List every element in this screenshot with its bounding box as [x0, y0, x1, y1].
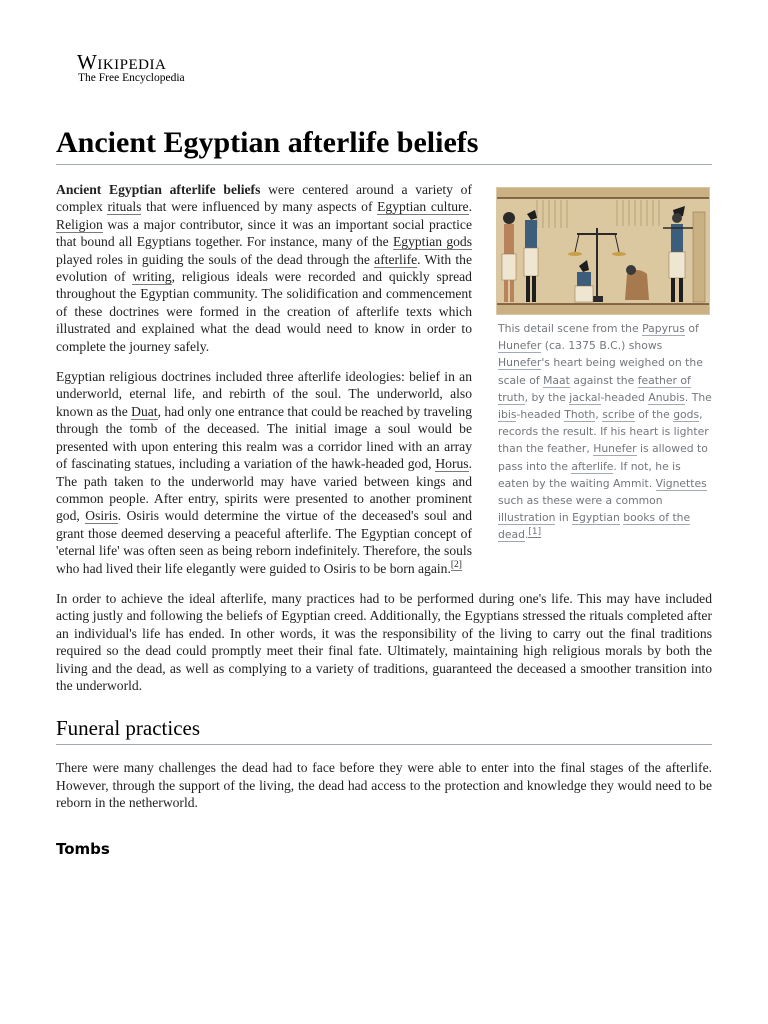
- link-rituals[interactable]: rituals: [107, 199, 142, 215]
- page-title: Ancient Egyptian afterlife beliefs: [56, 126, 479, 159]
- link-scribe[interactable]: scribe: [602, 408, 635, 422]
- link-illustration[interactable]: illustration: [498, 511, 556, 525]
- papyrus-image[interactable]: [496, 187, 710, 315]
- link-ibis[interactable]: ibis: [498, 408, 517, 422]
- link-thoth[interactable]: Thoth: [564, 408, 596, 422]
- link-egyptian[interactable]: Egyptian: [572, 511, 620, 525]
- link-horus[interactable]: Horus: [435, 456, 469, 472]
- link-religion[interactable]: Religion: [56, 216, 103, 232]
- citation-1[interactable]: [1]: [528, 526, 542, 537]
- link-vignettes[interactable]: Vignettes: [655, 476, 707, 490]
- link-feather-of-truth[interactable]: feather of truth: [498, 373, 691, 404]
- article-subject: Ancient Egyptian afterlife beliefs: [56, 182, 261, 197]
- intro-paragraph: Ancient Egyptian afterlife beliefs were centered around a variety of complex rituals that were influenced by many aspects of Egyptian culture. Religion was a major contributor, since it was an important social practice that bound all Egyptians together. For instance, many of the Egyptian gods played roles in guiding the souls of the dead through the afterlife. With the evolution of writing, religious ideals were recorded and quickly spread throughout the Egyptian community. The solidification and commencement of these doctrines were formed in the creation of afterlife texts which illustrated and explained what the dead would need to know in order to complete the journey safely.: [56, 182, 472, 354]
- link-afterlife-caption[interactable]: afterlife: [571, 459, 614, 473]
- funeral-paragraph: There were many challenges the dead had to face before they were able to enter into the final stages of the afterlife. However, through the support of the living, the dead had access to the protection and knowledge they would need to be reborn in the netherworld.: [56, 760, 712, 811]
- image-caption: This detail scene from the Papyrus of Hunefer (ca. 1375 B.C.) shows Hunefer's heart being weighed on the scale of Maat against the feather of truth, by the jackal-headed Anubis. The ibis-headed Thoth, scribe of the gods, records the result. If his heart is lighter than the feather, Hunefer is allowed to pass into the afterlife. If not, he is eaten by the waiting Ammit. Vignettes such as these were a common illustration in Egyptian books of the dead.[1]: [498, 322, 712, 542]
- papyrus-illustration: [497, 188, 709, 314]
- link-hunefer[interactable]: Hunefer: [498, 339, 542, 353]
- link-afterlife[interactable]: afterlife: [374, 251, 418, 267]
- link-gods[interactable]: gods: [673, 408, 700, 422]
- section-divider: [56, 744, 712, 745]
- practices-paragraph: In order to achieve the ideal afterlife, many practices had to be performed during one's life. This may have included acting justly and following the beliefs of Egyptian creed. Additionally, the Egyptians stressed the rituals completed after an individual's life has ended. In other words, it was the responsibility of the living to carry out the final traditions required so the dead could promptly meet their final fate. Ultimately, maintaining high religious morals by both the living and the dead, as well as complying to a variety of traditions, guaranteed the deceased a smoother transition into the underworld.: [56, 590, 712, 693]
- link-osiris[interactable]: Osiris: [85, 508, 118, 524]
- link-anubis[interactable]: Anubis: [648, 390, 685, 404]
- link-jackal[interactable]: jackal: [569, 390, 601, 404]
- title-divider: [56, 164, 712, 165]
- section-heading-funeral-practices: Funeral practices: [56, 716, 201, 741]
- wikipedia-logo[interactable]: Wikipedia: [77, 50, 167, 74]
- link-duat[interactable]: Duat: [131, 403, 158, 419]
- link-writing[interactable]: writing: [132, 269, 172, 285]
- link-papyrus[interactable]: Papyrus: [642, 322, 685, 335]
- subsection-heading-tombs: Tombs: [56, 839, 110, 858]
- infobox: [496, 187, 712, 544]
- article-body: [56, 181, 712, 859]
- link-hunefer-2[interactable]: Hunefer: [498, 356, 542, 370]
- link-maat[interactable]: Maat: [543, 373, 570, 387]
- link-books-of-the-dead[interactable]: books of the dead: [498, 511, 691, 542]
- doctrines-paragraph: Egyptian religious doctrines included three afterlife ideologies: belief in an underworld, eternal life, and rebirth of the soul. The underworld, also known as the Duat, had only one entrance that could be reached by traveling through the tomb of the deceased. The initial image a soul would be presented with upon entering this realm was a corridor lined with an array of fascinating statues, including a variation of the hawk-headed god, Horus. The path taken to the underworld may have varied between kings and common people. After entry, spirits were presented to another prominent god, Osiris. Osiris would determine the virtue of the deceased's soul and grant those deemed deserving a peaceful afterlife. The Egyptian concept of 'eternal life' was often seen as being reborn indefinitely. Therefore, the souls who had lived their life elegantly were guided to Osiris to be born again.[2]: [56, 369, 472, 576]
- link-hunefer-3[interactable]: Hunefer: [593, 442, 637, 456]
- link-egyptian-gods[interactable]: Egyptian gods: [392, 234, 472, 250]
- link-egyptian-culture[interactable]: Egyptian culture: [377, 199, 469, 215]
- citation-2[interactable]: [2]: [450, 560, 462, 570]
- wikipedia-tagline: The Free Encyclopedia: [78, 72, 185, 84]
